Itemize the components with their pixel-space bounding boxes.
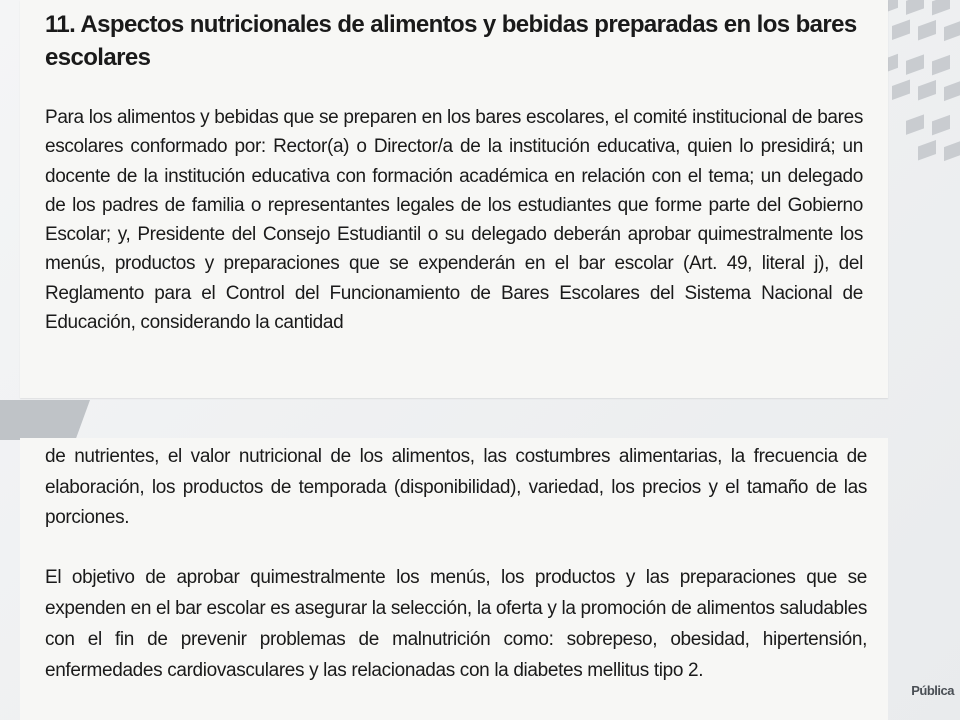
footer-label: Pública bbox=[911, 683, 954, 698]
background-band bbox=[0, 400, 90, 440]
body-paragraph-1-part-2: de nutrientes, el valor nutricional de los alimentos, las costumbres alimentarias, la frecuencia de elaboración, los productos de temporada (disponibilidad), variedad, los precios y el tamaño de las porciones. bbox=[45, 446, 867, 528]
body-paragraph-1-part-1: Para los alimentos y bebidas que se preparen en los bares escolares, el comité institucional de bares escolares conformado por: Rector(a) o Director/a de la institución educativa, quien lo presidirá; un docente de la institución educativa con formación académica en relación con el tema; un delegado de los padres de familia o representantes legales de los estudiantes que forme parte del Gobierno Escolar; y, Presidente del Consejo Estudiantil o su delegado deberán aprobar quimestralmente los menús, productos y preparaciones que se expenderán en el bar escolar (Art. 49, literal j), del Reglamento para el Control del Funcionamiento de Bares Escolares del Sistema Nacional de Educación, considerando la cantidad bbox=[45, 107, 863, 334]
body-paragraph-2: El objetivo de aprobar quimestralmente los menús, los productos y las preparaciones que se expenden en el bar escolar es asegurar la selección, la oferta y la promoción de alimentos saludables con el fin de prevenir problemas de malnutrición como: sobrepeso, obesidad, hipertensión, enfermedades cardiovasculares y las relacionadas con la diabetes mellitus tipo 2. bbox=[45, 567, 867, 681]
section-heading: 11. Aspectos nutricionales de alimentos y bebidas preparadas en los bares escolares bbox=[45, 11, 857, 71]
scanned-document-page-top bbox=[20, 0, 888, 398]
scanned-document-page-bottom bbox=[20, 438, 888, 720]
